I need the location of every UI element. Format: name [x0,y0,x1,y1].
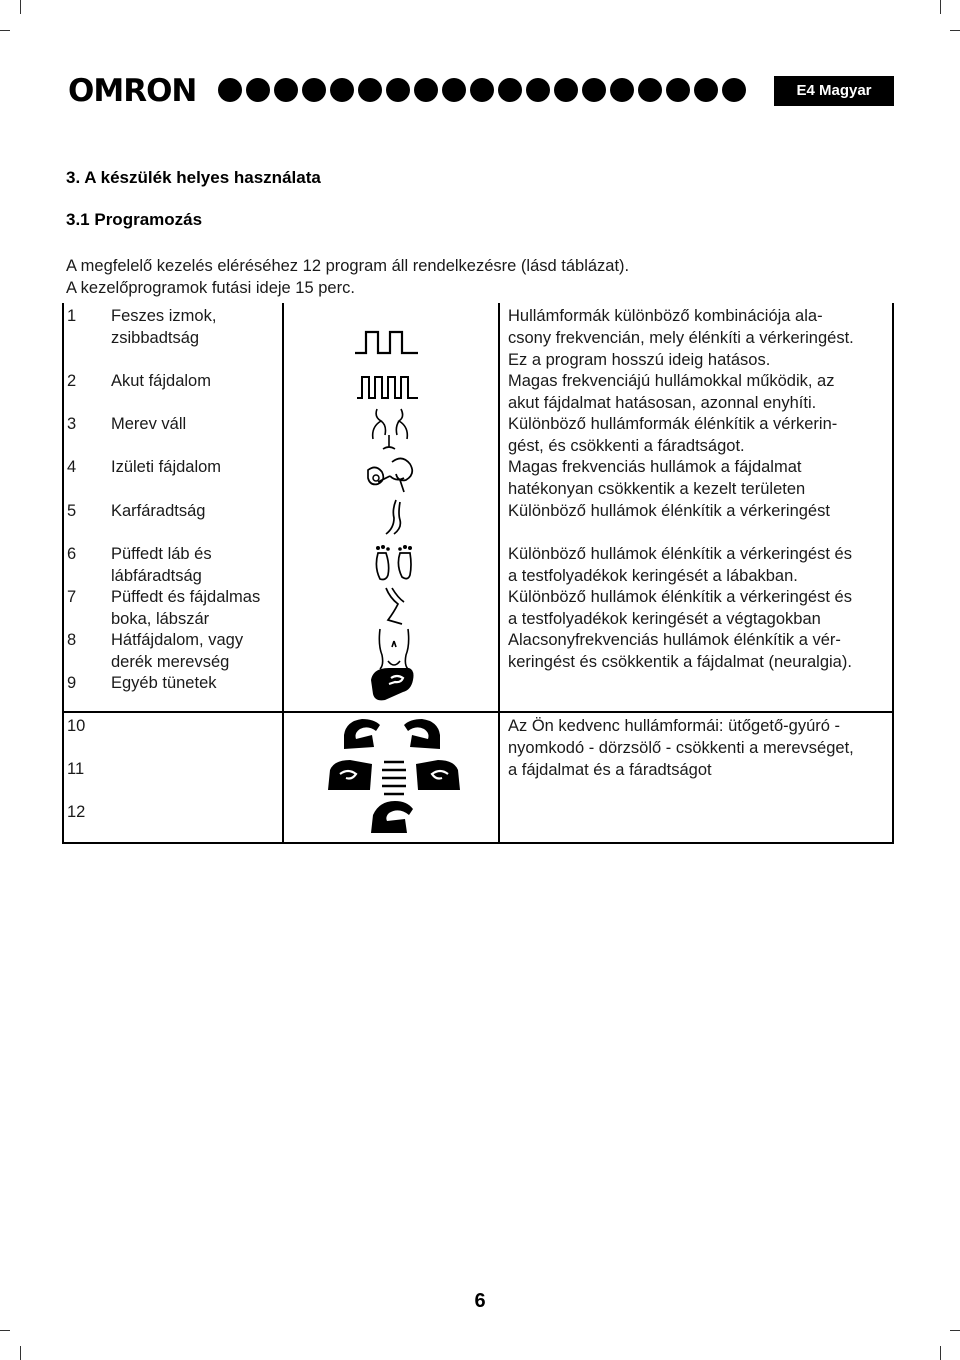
dot [498,78,522,102]
program-label [111,305,216,349]
program-description [508,629,893,673]
desc-line: Ez a program hosszú ideig hatásos. [508,351,771,369]
label-line: lábfáradtság [111,567,202,585]
hands-press-icon [326,756,462,796]
dot [246,78,270,102]
desc-line: Különböző hullámok élénkítik a vérkeringést és [508,588,852,606]
crop-mark [20,1346,21,1360]
dot [218,78,242,102]
program-label [111,543,212,587]
dot [666,78,690,102]
desc-line: a testfolyadékok keringését a lábakban. [508,567,798,585]
program-label [111,500,205,522]
label-line: Püffedt és fájdalmas [111,588,261,606]
program-label [111,672,217,694]
page-number: 6 [474,1290,486,1312]
desc-line: a testfolyadékok keringését a végtagokban [508,610,821,628]
crop-mark [950,1330,960,1331]
program-description [508,543,893,587]
desc-line: nyomkodó - dörzsölő - csökkenti a merevséget, [508,739,854,757]
decorative-dots [218,78,746,102]
program-description [508,305,893,371]
dot [274,78,298,102]
program-number: 9 [67,674,77,692]
program-label [111,629,243,673]
crop-mark [0,1330,10,1331]
feet-icon [370,543,418,583]
program-description [508,413,893,457]
program-number: 11 [67,760,85,778]
label-line: derék merevség [111,653,230,671]
shoulders-icon [369,407,415,451]
program-label [111,456,221,478]
crop-mark [940,0,941,14]
dot [694,78,718,102]
column-divider [498,303,500,842]
dot [582,78,606,102]
intro-line: A kezelőprogramok futási ideje 15 perc. [66,279,355,297]
program-number: 10 [67,717,86,735]
hands-knead-icon [342,713,442,753]
hand-rub-icon [369,799,417,837]
dense-square-wave-icon [356,374,420,400]
program-description [508,715,893,781]
desc-line: Az Ön kedvenc hullámformái: ütőgető-gyúró - [508,717,840,735]
program-number: 5 [67,502,77,520]
program-number: 1 [67,307,77,325]
brand-header [68,74,894,108]
program-number: 4 [67,458,77,476]
dot [554,78,578,102]
dot [722,78,746,102]
desc-line: Magas frekvenciás hullámok a fájdalmat [508,458,802,476]
hand-tap-icon [369,666,415,702]
label-line: Hátfájdalom, vagy [111,631,244,649]
dot [414,78,438,102]
label-line: Egyéb tünetek [111,674,217,692]
desc-line: Különböző hullámformák élénkítik a vérkerin- [508,415,838,433]
desc-line: Alacsonyfrekvenciás hullámok élénkítik a vér- [508,631,841,649]
program-number: 7 [67,588,77,606]
crop-mark [950,30,960,31]
desc-line: csony frekvencián, mely élénkíti a vérkeringést. [508,329,854,347]
desc-line: gést, és csökkenti a fáradtságot. [508,437,745,455]
crop-mark [0,30,10,31]
dot [610,78,634,102]
label-line: Akut fájdalom [111,372,211,390]
dot [386,78,410,102]
program-description [508,370,893,414]
program-number: 3 [67,415,77,433]
label-line: zsibbadtság [111,329,200,347]
label-line: Feszes izmok, [111,307,217,325]
crop-mark [20,0,21,14]
label-line: Karfáradtság [111,502,206,520]
subsection-title: 3.1 Programozás [66,210,203,229]
dot [442,78,466,102]
program-label [111,586,260,630]
desc-line: akut fájdalmat hatásosan, azonnal enyhíti. [508,394,817,412]
desc-line: Különböző hullámok élénkítik a vérkeringést és [508,545,852,563]
desc-line: Magas frekvenciájú hullámokkal működik, az [508,372,835,390]
program-description [508,456,893,500]
desc-line: hatékonyan csökkentik a kezelt területen [508,480,806,498]
program-number: 2 [67,372,77,390]
dot [358,78,382,102]
program-number: 6 [67,545,77,563]
label-line: boka, lábszár [111,610,210,628]
crop-mark [940,1346,941,1360]
dot [470,78,494,102]
program-description [508,500,893,522]
program-table [62,303,894,844]
brand-logo: OMRON [68,73,197,109]
label-line: Izületi fájdalom [111,458,222,476]
dot [330,78,354,102]
program-label [111,413,186,435]
program-description [508,586,893,630]
leg-icon [380,586,408,626]
program-label [111,370,211,392]
desc-line: Hullámformák különböző kombinációja ala- [508,307,823,325]
label-line: Püffedt láb és [111,545,212,563]
intro-line: A megfelelő kezelés eléréséhez 12 program áll rendelkezésre (lásd táblázat). [66,257,630,275]
desc-line: keringést és csökkentik a fájdalmat (neuralgia). [508,653,852,671]
row-divider [64,711,892,713]
dot [302,78,326,102]
desc-line: Különböző hullámok élénkítik a vérkeringést [508,502,830,520]
desc-line: a fájdalmat és a fáradtságot [508,761,712,779]
column-divider [282,303,284,842]
program-number: 8 [67,631,77,649]
program-number: 12 [67,803,86,821]
arm-icon [382,498,406,536]
language-badge: E4 Magyar [774,76,894,106]
dot [638,78,662,102]
section-title: 3. A készülék helyes használata [66,168,321,187]
square-wave-icon [354,329,420,355]
back-icon [374,627,414,671]
joints-icon [364,452,420,496]
label-line: Merev váll [111,415,187,433]
dot [526,78,550,102]
intro-text [66,255,629,299]
